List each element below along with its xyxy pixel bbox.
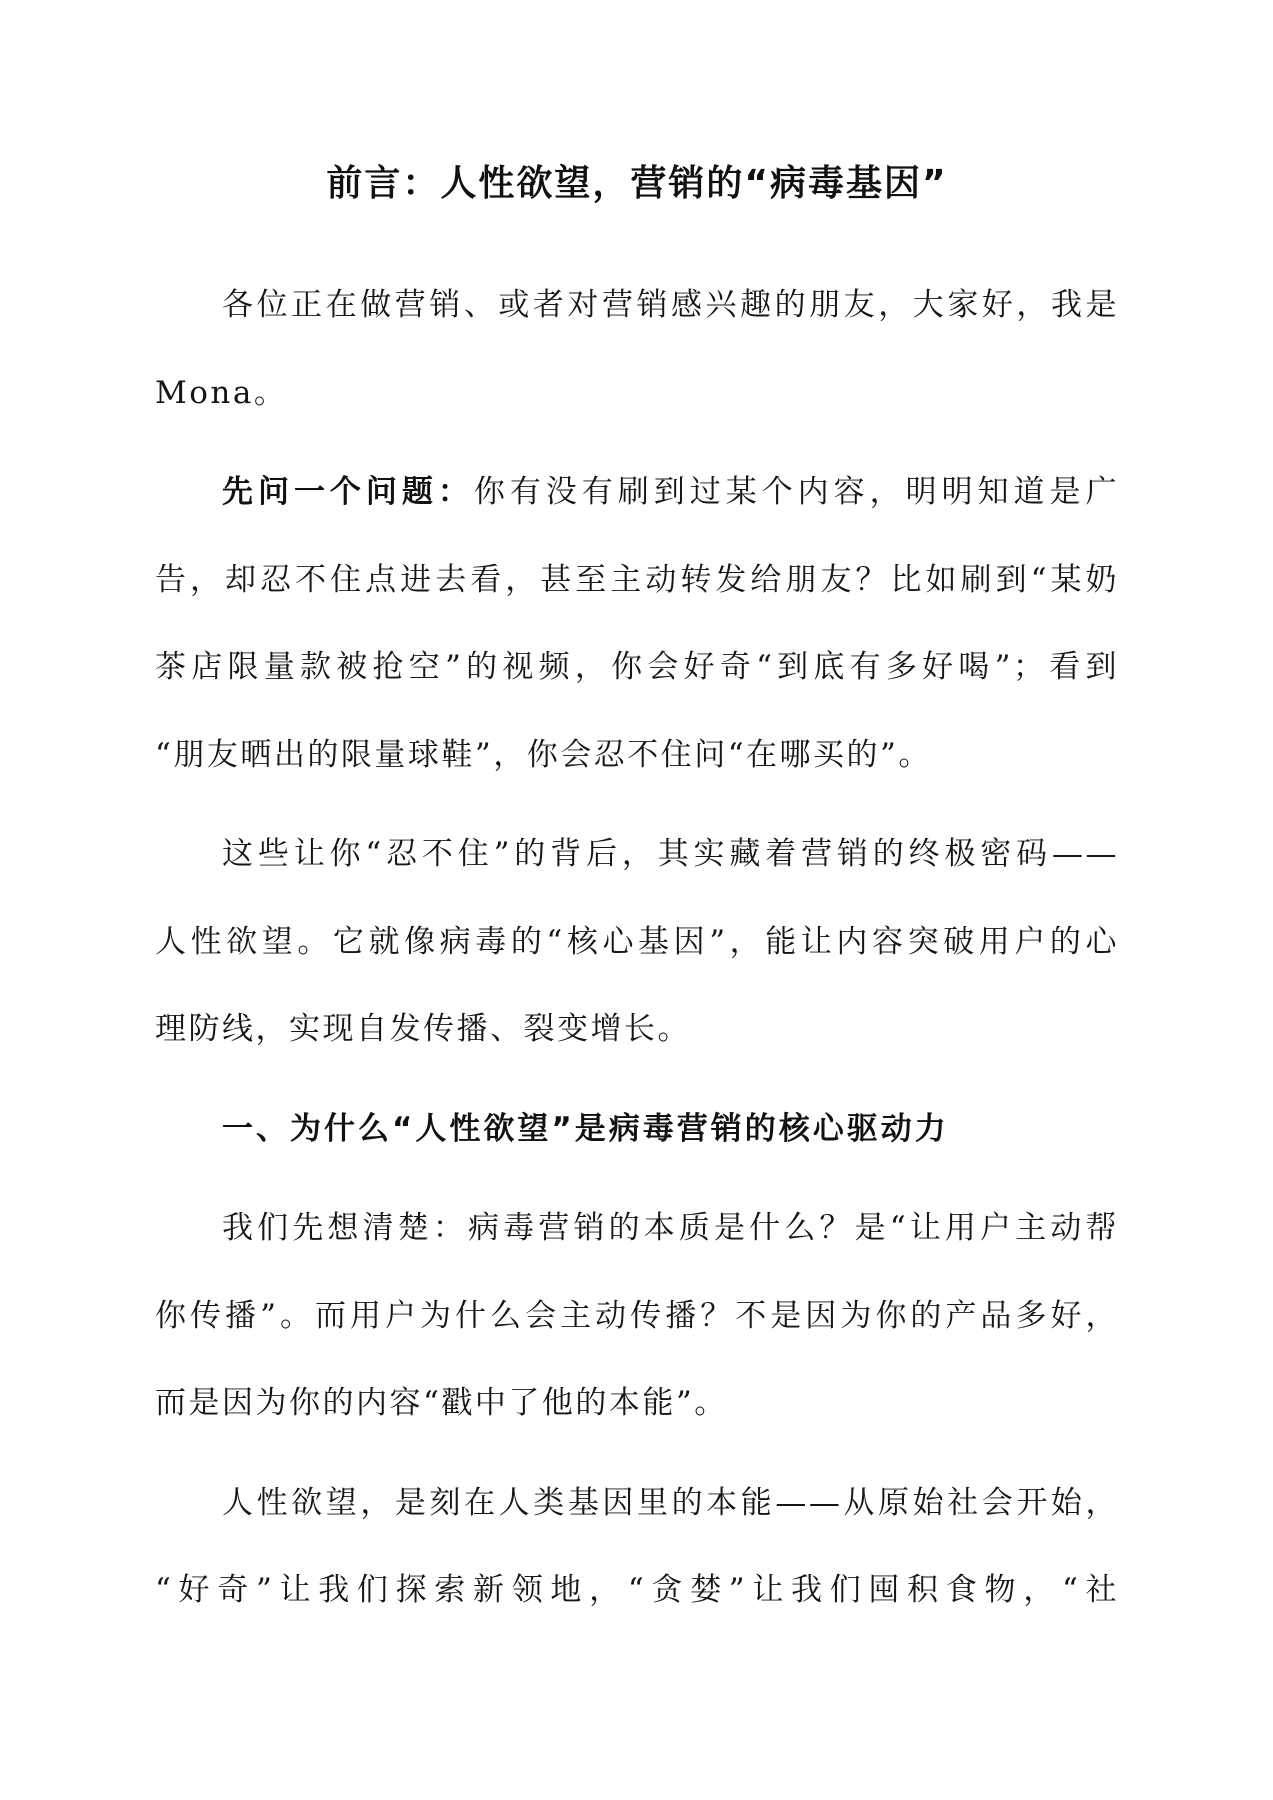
paragraph-line: 告，却忍不住点进去看，甚至主动转发给朋友？比如刷到“某奶 — [155, 561, 1119, 598]
document-page — [155, 140, 1119, 1635]
paragraph-line — [155, 449, 1119, 537]
bold-lead: 先问一个问题： — [222, 474, 474, 510]
paragraph-line: “好奇”让我们探索新领地，“贪婪”让我们囤积食物，“社 — [155, 1572, 1119, 1608]
paragraph-line: “朋友晒出的限量球鞋”，你会忍不住问“在哪买的”。 — [155, 736, 932, 773]
paragraph-line: 这些让你“忍不住”的背后，其实藏着营销的终极密码—— — [222, 836, 1119, 872]
paragraph-line: 而是因为你的内容“戳中了他的本能”。 — [155, 1385, 728, 1421]
paragraph-intro — [155, 262, 1119, 437]
paragraph-line: 理防线，实现自发传播、裂变增长。 — [155, 1011, 691, 1047]
paragraph-line: 茶店限量款被抢空”的视频，你会好奇“到底有多好喝”；看到 — [155, 649, 1119, 685]
paragraph-line: 人性欲望，是刻在人类基因里的本能——从原始社会开始， — [222, 1484, 1119, 1521]
section-heading: 一、为什么“人性欲望”是病毒营销的核心驱动力 — [222, 1110, 949, 1147]
paragraph-insight — [155, 811, 1119, 1074]
page-title: 前言：人性欲望，营销的“病毒基因” — [326, 163, 948, 204]
paragraph-section-1-2 — [155, 1460, 1119, 1635]
paragraph-question — [155, 449, 1119, 799]
paragraph-line: 人性欲望。它就像病毒的“核心基因”，能让内容突破用户的心 — [155, 923, 1119, 960]
paragraph-line: 我们先想清楚：病毒营销的本质是什么？是“让用户主动帮 — [222, 1210, 1119, 1246]
paragraph-line: 各位正在做营销、或者对营销感兴趣的朋友，大家好，我是 — [222, 287, 1119, 323]
paragraph-line: 你传播”。而用户为什么会主动传播？不是因为你的产品多好， — [155, 1297, 1119, 1334]
line-text: 你有没有刷到过某个内容，明明知道是广 — [473, 474, 1120, 510]
paragraph-section-1-1 — [155, 1185, 1119, 1448]
paragraph-line: Mona。 — [155, 374, 288, 411]
